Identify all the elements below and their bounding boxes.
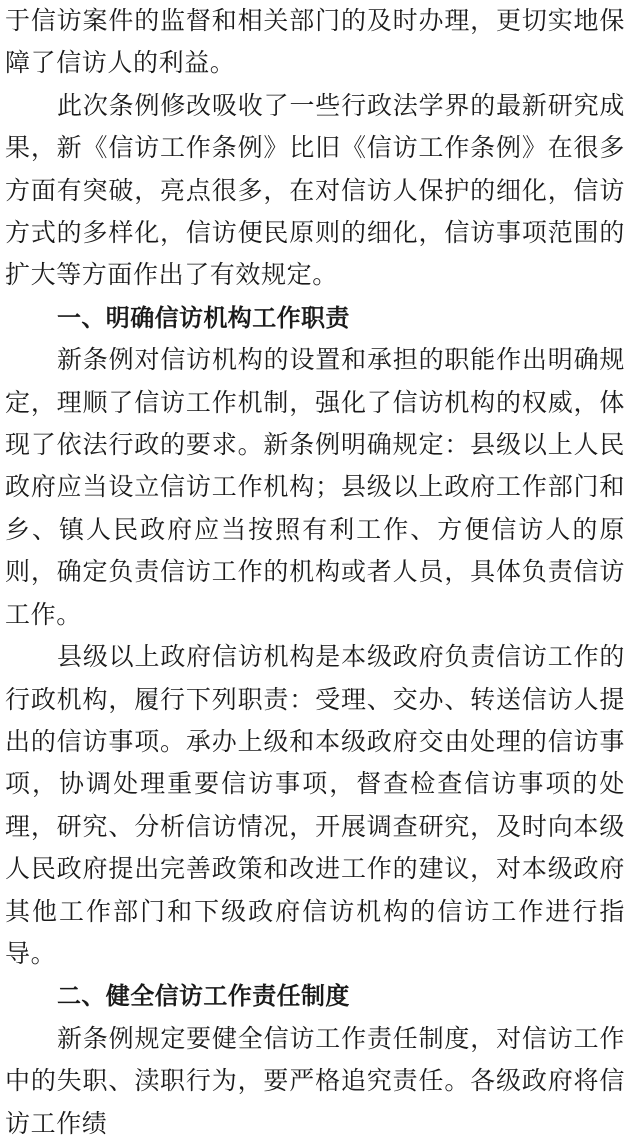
paragraph-revision-summary: 此次条例修改吸收了一些行政法学界的最新研究成果，新《信访工作条例》比旧《信访工作条例》在很多方面有突破，亮点很多，在对信访人保护的细化，信访方式的多样化，信访便民原则的细化，信访事项范围的扩大等方面作出了有效规定。 xyxy=(5,90,625,290)
paragraph-institution-duties: 县级以上政府信访机构是本级政府负责信访工作的行政机构，履行下列职责：受理、交办、转送信访人提出的信访事项。承办上级和本级政府交由处理的信访事项，协调处理重要信访事项，督查检查信访事项的处理，研究、分析信访情况，开展调查研究，及时向本级人民政府提出完善政策和改进工作的建议，对本级政府其他工作部门和下级政府信访机构的信访工作进行指导。 xyxy=(5,642,625,968)
section-heading-2: 二、健全信访工作责任制度 xyxy=(57,982,350,1011)
paragraph-continuation: 于信访案件的监督和相关部门的及时办理，更切实地保障了信访人的利益。 xyxy=(5,6,625,78)
document-page xyxy=(5,0,625,1145)
section-heading-1: 一、明确信访机构工作职责 xyxy=(57,303,350,332)
paragraph-responsibility-system: 新条例规定要健全信访工作责任制度，对信访工作中的失职、渎职行为，要严格追究责任。各级政府将信访工作绩 xyxy=(5,1023,625,1138)
paragraph-institution-setup: 新条例对信访机构的设置和承担的职能作出明确规定，理顺了信访工作机制，强化了信访机构的权威，体现了依法行政的要求。新条例明确规定：县级以上人民政府应当设立信访工作机构；县级以上政府工作部门和乡、镇人民政府应当按照有利工作、方便信访人的原则，确定负责信访工作的机构或者人员，具体负责信访工作。 xyxy=(5,345,625,629)
